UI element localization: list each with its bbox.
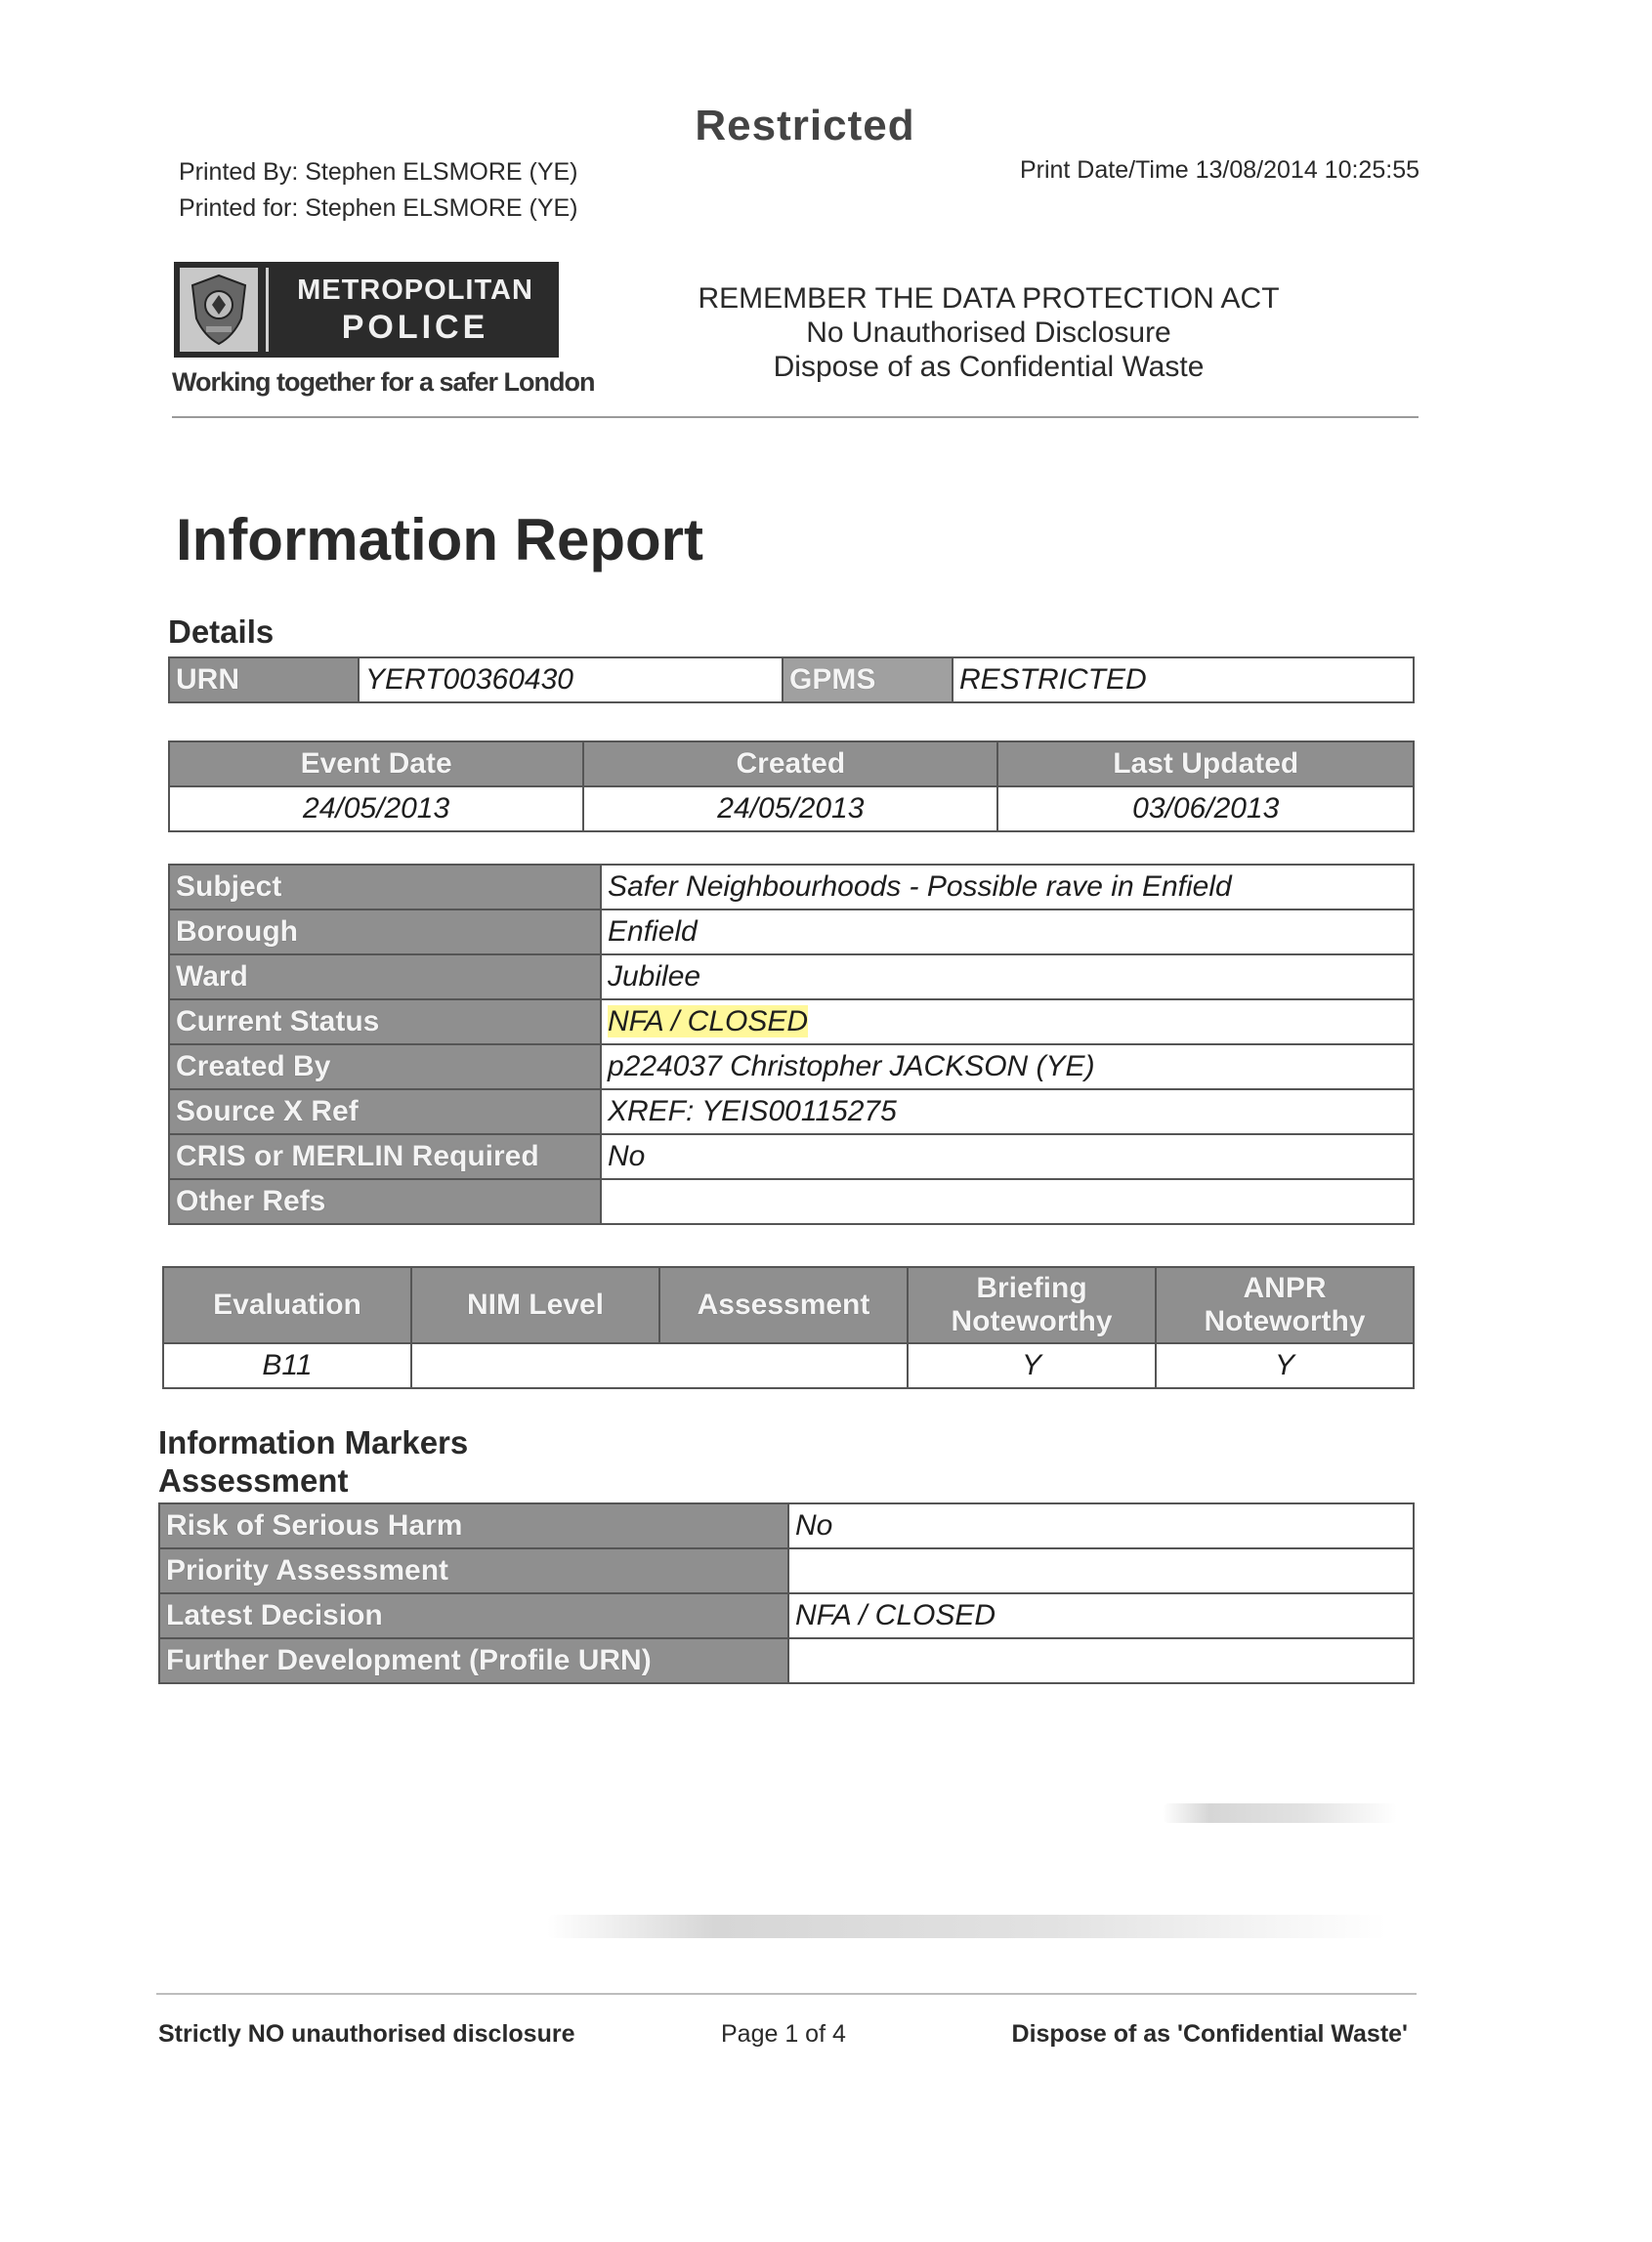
current-status-value: NFA / CLOSED [608, 1005, 809, 1037]
print-info [179, 154, 578, 227]
source-xref-value: XREF: YEIS00115275 [601, 1089, 1414, 1134]
assessment-value [659, 1343, 908, 1388]
table-row [169, 1179, 1414, 1224]
table-row [169, 1134, 1414, 1179]
briefing-noteworthy-value: Y [908, 1343, 1156, 1388]
event-date-header: Event Date [169, 741, 583, 786]
other-refs-value [601, 1179, 1414, 1224]
table-row [169, 954, 1414, 999]
priority-assessment-value [788, 1548, 1414, 1593]
briefing-noteworthy-header: Briefing Noteworthy [908, 1267, 1156, 1343]
latest-decision-value: NFA / CLOSED [788, 1593, 1414, 1638]
print-datetime: Print Date/Time 13/08/2014 10:25:55 [1019, 156, 1419, 184]
report-fields-table [168, 864, 1415, 1225]
created-header: Created [583, 741, 997, 786]
risk-of-serious-harm-label: Risk of Serious Harm [159, 1503, 788, 1548]
table-row [159, 1503, 1414, 1548]
latest-decision-label: Latest Decision [159, 1593, 788, 1638]
nim-level-value [411, 1343, 659, 1388]
cris-merlin-label: CRIS or MERLIN Required [169, 1134, 601, 1179]
current-status-cell [601, 999, 1414, 1044]
logo-slogan: Working together for a safer London [172, 367, 595, 397]
page-number: Page 1 of 4 [721, 2020, 846, 2048]
last-updated-header: Last Updated [997, 741, 1414, 786]
details-table [168, 656, 1415, 703]
printed-by: Printed By: Stephen ELSMORE (YE) [179, 158, 578, 186]
anpr-noteworthy-header: ANPR Noteworthy [1156, 1267, 1414, 1343]
logo-line2: POLICE [341, 309, 489, 346]
ward-value: Jubilee [601, 954, 1414, 999]
bleed-through-smudge [547, 1915, 1387, 1938]
logo-line1: METROPOLITAN [297, 275, 533, 306]
printed-for: Printed for: Stephen ELSMORE (YE) [179, 194, 578, 222]
table-row [169, 1089, 1414, 1134]
table-row [169, 865, 1414, 909]
table-row [159, 1593, 1414, 1638]
created-value: 24/05/2013 [583, 786, 997, 831]
table-row [169, 999, 1414, 1044]
subject-value: Safer Neighbourhoods - Possible rave in Enfield [601, 865, 1414, 909]
dates-table [168, 740, 1415, 832]
markers-table [158, 1502, 1415, 1684]
nim-level-header: NIM Level [411, 1267, 659, 1343]
urn-value: YERT00360430 [359, 657, 783, 702]
gpms-label: GPMS [783, 657, 953, 702]
gpms-value: RESTRICTED [953, 657, 1414, 702]
logo-divider [266, 268, 269, 352]
data-protection-notice [666, 281, 1311, 384]
urn-label: URN [169, 657, 359, 702]
risk-of-serious-harm-value: No [788, 1503, 1414, 1548]
created-by-value: p224037 Christopher JACKSON (YE) [601, 1044, 1414, 1089]
evaluation-header: Evaluation [163, 1267, 411, 1343]
created-by-label: Created By [169, 1044, 601, 1089]
current-status-label: Current Status [169, 999, 601, 1044]
footer-dispose: Dispose of as 'Confidential Waste' [1011, 2020, 1408, 2048]
evaluation-table [162, 1266, 1415, 1389]
information-markers-heading: Information Markers [158, 1424, 469, 1460]
further-development-label: Further Development (Profile URN) [159, 1638, 788, 1683]
header-divider [172, 416, 1419, 418]
further-development-value [788, 1638, 1414, 1683]
borough-value: Enfield [601, 909, 1414, 954]
met-police-logo [174, 262, 559, 358]
borough-label: Borough [169, 909, 601, 954]
bleed-through-smudge [1163, 1803, 1397, 1823]
notice-line2: No Unauthorised Disclosure [806, 317, 1171, 349]
event-date-value: 24/05/2013 [169, 786, 583, 831]
page-title: Information Report [176, 507, 703, 572]
assessment-heading: Assessment [158, 1462, 349, 1499]
classification-heading: Restricted [695, 102, 915, 149]
logo-name [272, 272, 559, 346]
footer-divider [156, 1993, 1417, 1995]
last-updated-value: 03/06/2013 [997, 786, 1414, 831]
other-refs-label: Other Refs [169, 1179, 601, 1224]
priority-assessment-label: Priority Assessment [159, 1548, 788, 1593]
ward-label: Ward [169, 954, 601, 999]
notice-line1: REMEMBER THE DATA PROTECTION ACT [698, 282, 1280, 315]
table-row [169, 1044, 1414, 1089]
cris-merlin-value: No [601, 1134, 1414, 1179]
evaluation-value: B11 [163, 1343, 411, 1388]
met-police-crest-icon [180, 268, 258, 352]
assessment-header: Assessment [659, 1267, 908, 1343]
details-heading: Details [168, 613, 275, 650]
anpr-noteworthy-value: Y [1156, 1343, 1414, 1388]
table-row [169, 909, 1414, 954]
table-row [159, 1548, 1414, 1593]
table-row [159, 1638, 1414, 1683]
source-xref-label: Source X Ref [169, 1089, 601, 1134]
footer-disclosure: Strictly NO unauthorised disclosure [158, 2020, 575, 2048]
notice-line3: Dispose of as Confidential Waste [773, 351, 1205, 383]
subject-label: Subject [169, 865, 601, 909]
